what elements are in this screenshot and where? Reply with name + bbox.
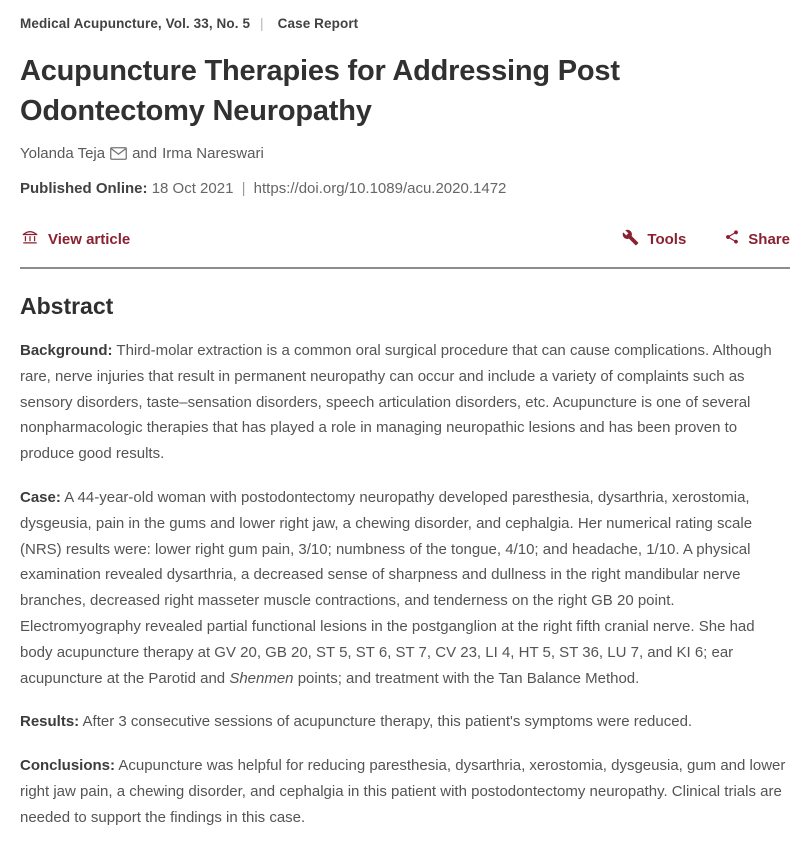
action-bar	[20, 227, 790, 251]
wrench-icon	[622, 229, 639, 250]
abstract-case-paragraph	[20, 485, 790, 691]
background-text: Third-molar extraction is a common oral surgical procedure that can cause complications. Although rare, nerve injuries that result in permanent neuropathy can occur and include a variety of complaints such as sensory disorders, taste–sensation disorders, speech articulation disorders, etc. Acupuncture is one of several nonpharmacologic therapies that has played a role in managing neuropathic lesions and has been proven to produce good results.	[20, 342, 772, 463]
breadcrumb	[20, 16, 790, 31]
author-line	[20, 145, 790, 162]
case-italic-term: Shenmen	[229, 669, 294, 687]
conclusions-label: Conclusions:	[20, 757, 116, 775]
results-text: After 3 consecutive sessions of acupuncture therapy, this patient's symptoms were reduced.	[82, 713, 693, 731]
section-divider	[20, 267, 790, 269]
published-separator: |	[241, 180, 246, 198]
abstract-conclusions-paragraph	[20, 753, 790, 830]
institution-icon	[20, 227, 40, 251]
view-article-button[interactable]	[20, 227, 130, 251]
view-article-label: View article	[48, 230, 131, 248]
author-link-2[interactable]: Irma Nareswari	[162, 145, 264, 163]
author-conjunction: and	[132, 145, 158, 163]
envelope-icon[interactable]	[110, 147, 127, 160]
background-label: Background:	[20, 342, 113, 360]
doi-link[interactable]: https://doi.org/10.1089/acu.2020.1472	[253, 180, 507, 198]
breadcrumb-separator: |	[260, 16, 264, 31]
tools-button[interactable]	[622, 229, 686, 250]
abstract-results-paragraph	[20, 709, 790, 735]
page-title: Acupuncture Therapies for Addressing Post Odontectomy Neuropathy	[20, 55, 620, 128]
conclusions-text: Acupuncture was helpful for reducing paresthesia, dysarthria, xerostomia, dysgeusia, gum and lower right jaw pain, a chewing disorder, and cephalgia in this patient with postodontectomy neuropathy. Clinical trials are needed to support the findings in this case.	[20, 757, 786, 826]
breadcrumb-category-link[interactable]: Case Report	[277, 16, 359, 31]
breadcrumb-journal-link[interactable]: Medical Acupuncture, Vol. 33, No. 5	[20, 16, 251, 31]
share-button[interactable]	[724, 229, 790, 250]
case-text: A 44-year-old woman with postodontectomy neuropathy developed paresthesia, dysarthria, xerostomia, dysgeusia, pain in the gums and lower right jaw, a chewing disorder, and cephalgia. Her numerical rating scale (NRS) results were: lower right gum pain, 3/10; numbness of the tongue, 4/10; and headache, 1/10. A physical examination revealed dysarthria, a decreased sense of sharpness and dullness in the right mandibular nerve branches, decreased right masseter muscle contractions, and tenderness on the right GB 20 point. Electromyography revealed partial functional lesions in the postganglion at the right fifth cranial nerve. She had body acupuncture therapy at GV 20, GB 20, ST 5, ST 6, ST 7, CV 23, LI 4, HT 5, ST 36, LU 7, and KI 6; ear acupuncture at the Parotid and	[20, 489, 755, 687]
results-label: Results:	[20, 713, 80, 731]
author-link-1[interactable]: Yolanda Teja	[20, 145, 106, 163]
share-label: Share	[748, 230, 790, 248]
published-label: Published Online:	[20, 180, 148, 198]
abstract-background-paragraph	[20, 338, 790, 467]
published-date: 18 Oct 2021	[151, 180, 234, 198]
tools-label: Tools	[647, 230, 687, 248]
case-label: Case:	[20, 489, 61, 507]
case-text-after: points; and treatment with the Tan Balance Method.	[293, 669, 640, 687]
abstract-heading: Abstract	[20, 293, 114, 320]
published-line	[20, 180, 790, 197]
share-icon	[724, 229, 740, 249]
